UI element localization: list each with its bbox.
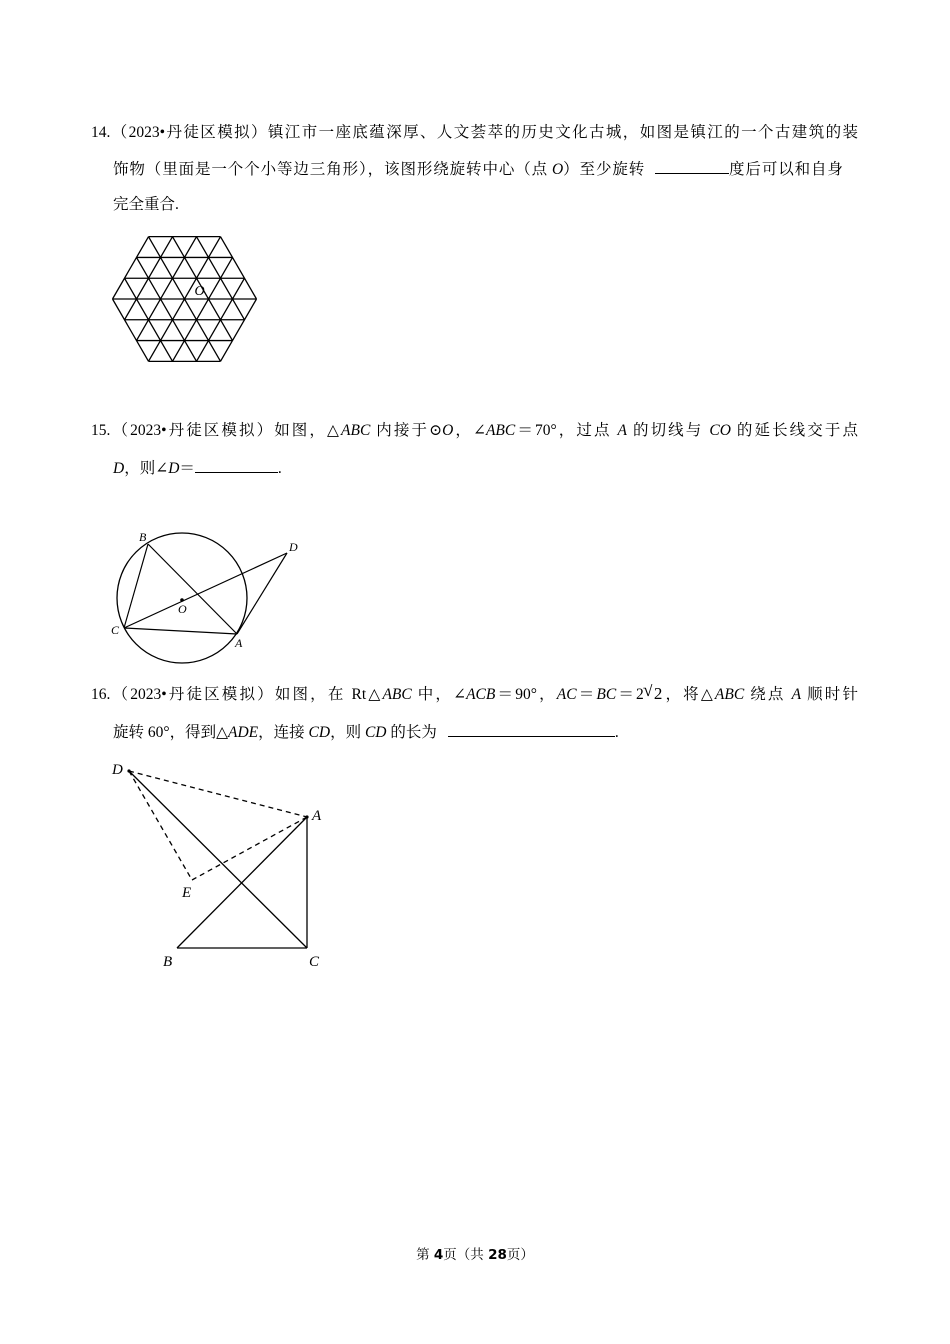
question-text: ＝: [179, 460, 195, 477]
question-16-line-1: 16.（2023•丹徒区模拟）如图，在 Rt△ABC 中，∠ACB＝90°，AC＝BC＝2 √ 2，将△ABC 绕点 A 顺时针: [91, 684, 858, 708]
page-number: 4: [433, 1247, 444, 1263]
label-a: A: [235, 636, 243, 650]
math-var: ABC: [382, 686, 412, 703]
question-text: 度后可以和自身: [729, 161, 844, 178]
question-number: 14: [91, 124, 107, 141]
math-var: ABC: [714, 686, 745, 703]
question-number: 16: [91, 686, 107, 703]
label-o: O: [178, 602, 187, 616]
math-var: CD: [308, 724, 331, 741]
math-var: O: [442, 422, 454, 439]
question-source: （2023•丹徒区模拟）: [110, 686, 275, 703]
period: .: [614, 724, 619, 741]
math-var: D: [113, 460, 125, 477]
math-var: CO: [709, 422, 731, 439]
label-e: E: [182, 885, 192, 901]
question-text: ，∠: [453, 422, 486, 439]
footer-text: 页（共: [443, 1247, 489, 1263]
period: .: [277, 460, 282, 477]
question-text: ，连接: [258, 724, 309, 741]
math-var: A: [617, 422, 627, 439]
question-text: 饰物（里面是一个个小等边三角形），该图形绕旋转中心（点: [113, 161, 549, 178]
question-text: 旋转 60°，得到△: [113, 724, 228, 741]
point-a-dot: [305, 815, 308, 818]
math-var: D: [168, 460, 180, 477]
center-label-o: O: [194, 284, 205, 299]
question-14-line-1: 14.（2023•丹徒区模拟）镇江市一座底蕴深厚、人文荟萃的历史文化古城，如图是镇江的一个古建筑的装: [91, 124, 858, 141]
question-text: 镇江市一座底蕴深厚、人文荟萃的历史文化古城，如图是镇江的一个古建筑的装: [267, 124, 858, 141]
question-text: ，将△: [663, 686, 715, 703]
math-var: ADE: [228, 724, 259, 741]
segment-da: [129, 771, 307, 817]
label-b: B: [139, 530, 147, 544]
question-text: 中，∠: [411, 686, 467, 703]
question-text: 的长为: [386, 724, 437, 741]
footer-text: 第: [416, 1247, 434, 1263]
radicand: 2: [653, 684, 663, 703]
math-var: ABC: [485, 422, 516, 439]
math-var: A: [791, 686, 802, 703]
total-pages: 28: [488, 1247, 507, 1263]
question-text: 如图，△: [274, 422, 342, 439]
label-c: C: [309, 954, 320, 970]
label-b: B: [163, 954, 173, 970]
question-15-line-1: 15.（2023•丹徒区模拟）如图，△ABC 内接于⊙O，∠ABC＝70°，过点 A 的切线与 CO 的延长线交于点: [91, 422, 858, 439]
question-text: 绕点: [744, 686, 792, 703]
question-text: ＝2: [616, 686, 644, 703]
page-footer: [0, 1243, 950, 1263]
point-label: O: [551, 161, 564, 178]
math-var: ABC: [341, 422, 371, 439]
question-source: （2023•丹徒区模拟）: [110, 124, 268, 141]
label-c: C: [111, 623, 120, 637]
question-text: 内接于⊙: [370, 422, 443, 439]
question-text: ，则: [330, 724, 365, 741]
label-d: D: [112, 762, 123, 778]
math-var: CD: [364, 724, 387, 741]
question-text: ＝: [576, 686, 597, 703]
question-text: 的延长线交于点: [730, 422, 858, 439]
question-text: ＝90°，: [495, 686, 557, 703]
question-text: ＝70°，过点: [515, 422, 618, 439]
footer-text: 页）: [506, 1247, 534, 1263]
segment-ea: [192, 817, 307, 880]
segment-cd: [129, 771, 307, 948]
question-text: 完全重合.: [113, 196, 179, 213]
math-var: BC: [596, 686, 617, 703]
math-var: AC: [556, 686, 577, 703]
label-d: D: [289, 540, 298, 554]
question-text: ）至少旋转: [563, 161, 646, 178]
point-d-dot: [127, 769, 130, 772]
question-text: 顺时针: [801, 686, 858, 703]
question-text: 如图，在 Rt△: [274, 686, 383, 703]
question-text: 的切线与: [627, 422, 710, 439]
question-number: 15: [91, 422, 107, 439]
math-var: ACB: [466, 686, 496, 703]
label-a: A: [312, 808, 322, 824]
question-source: （2023•丹徒区模拟）: [110, 422, 275, 439]
segment-de: [129, 771, 192, 880]
question-text: ，则∠: [124, 460, 169, 477]
